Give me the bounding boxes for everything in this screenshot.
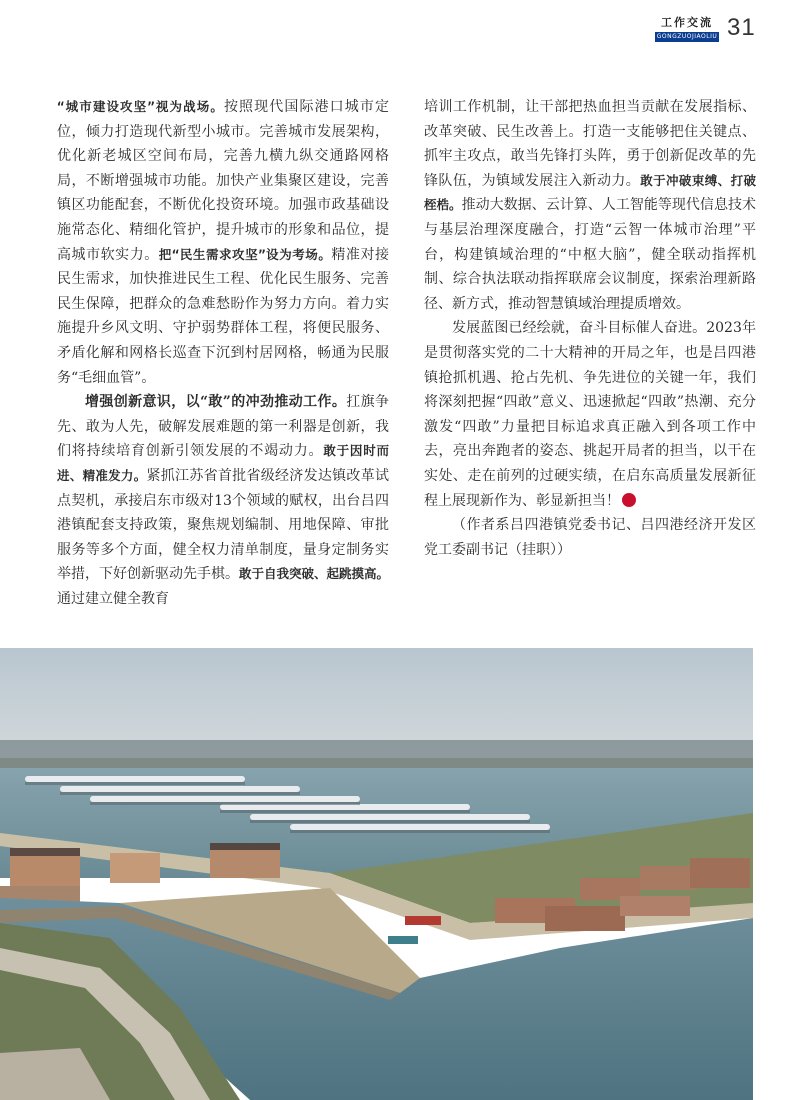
left-column (57, 95, 389, 611)
paragraph (57, 390, 389, 611)
section-pinyin: GONGZUOJIAOLIU (656, 33, 718, 40)
right-column (424, 95, 756, 562)
end-mark-icon (622, 493, 636, 507)
section-header (655, 16, 719, 42)
paragraph (57, 95, 389, 390)
emphasis-phrase: “城市建设攻坚”视为战场。 (57, 99, 224, 114)
body-text: 培训工作机制，让干部把热血担当贡献在发展指标、改革突破、民生改善上。打造一支能够把住关键点、抓牢主攻点，敢当先锋打头阵，勇于创新促改革的先锋队伍，为镇域发展注入新动力。 (424, 99, 756, 189)
paragraph (424, 316, 756, 513)
section-heading: 增强创新意识，以“敢”的冲劲推动工作。 (85, 394, 347, 411)
emphasis-phrase: 把“民生需求攻坚”设为考场。 (158, 246, 332, 262)
harbor-illustration (0, 648, 753, 1100)
author-note: （作者系吕四港镇党委书记、吕四港经济开发区党工委副书记（挂职）） (424, 517, 756, 558)
body-text: 通过建立健全教育 (57, 590, 169, 607)
body-text: 推动大数据、云计算、人工智能等现代信息技术与基层治理深度融合，打造“云智一体城市治理”平台，构建镇域治理的“中枢大脑”，健全联动指挥机制、综合执法联动指挥联席会议制度，探索治理新路径、新方式，推动智慧镇域治理提质增效。 (424, 197, 756, 312)
paragraph (424, 95, 756, 316)
aerial-harbor-photo (0, 648, 753, 1100)
emphasis-phrase: 敢于冲破束缚、打破桎梏。 (424, 172, 756, 213)
body-text: 扛旗争先、敢为人先，破解发展难题的第一利器是创新，我们将持续培育创新引领发展的不竭动力。 (57, 394, 390, 460)
boat (388, 936, 418, 944)
section-title: 工作交流 (661, 16, 713, 29)
emphasis-phrase: 敢于自我突破、起跳摸高。 (239, 566, 390, 582)
body-text: 按照现代国际港口城市定位，倾力打造现代新型小城市。完善城市发展架构，优化新老城区空间布局，完善九横九纵交通路网格局，不断增强城市功能。加快产业集聚区建设，完善镇区功能配套，不断优化投资环境。加强市政基础设施常态化、精细化管护，提升城市的形象和品位，提高城市软实力。 (57, 99, 389, 263)
emphasis-phrase: 敢于因时而进、精准发力。 (57, 443, 389, 483)
body-text: 发展蓝图已经绘就，奋斗目标催人奋进。2023年是贯彻落实党的二十大精神的开局之年，也是吕四港镇抢抓机遇、抢占先机、争先进位的关键一年，我们将深刻把握“四敢”意义、迅速掀起“四敢”热潮、充分激发“四敢”力量把目标追求真正融入到各项工作中去，亮出奔跑者的姿态、挑起开局者的担当，以干在实处、走在前列的过硬实绩，在启东高质量发展新征程上展现新作为、彰显新担当！ (424, 320, 756, 509)
page-number: 31 (727, 14, 756, 41)
boat (405, 916, 441, 925)
body-text: 精准对接民生需求，加快推进民生工程、优化民生服务、完善民生保障，把群众的急难愁盼作为努力方向。着力实施提升乡风文明、守护弱势群体工程，将便民服务、矛盾化解和网格长巡查下沉到村居网格，畅通为民服务“毛细血管”。 (57, 246, 390, 386)
body-text: 紧抓江苏省首批省级经济发达镇改革试点契机，承接启东市级对13个领域的赋权，出台吕四港镇配套支持政策，聚焦规划编制、用地保障、审批服务等多个方面，健全权力清单制度，量身定制务实举措，下好创新驱动先手棋。 (57, 467, 389, 583)
